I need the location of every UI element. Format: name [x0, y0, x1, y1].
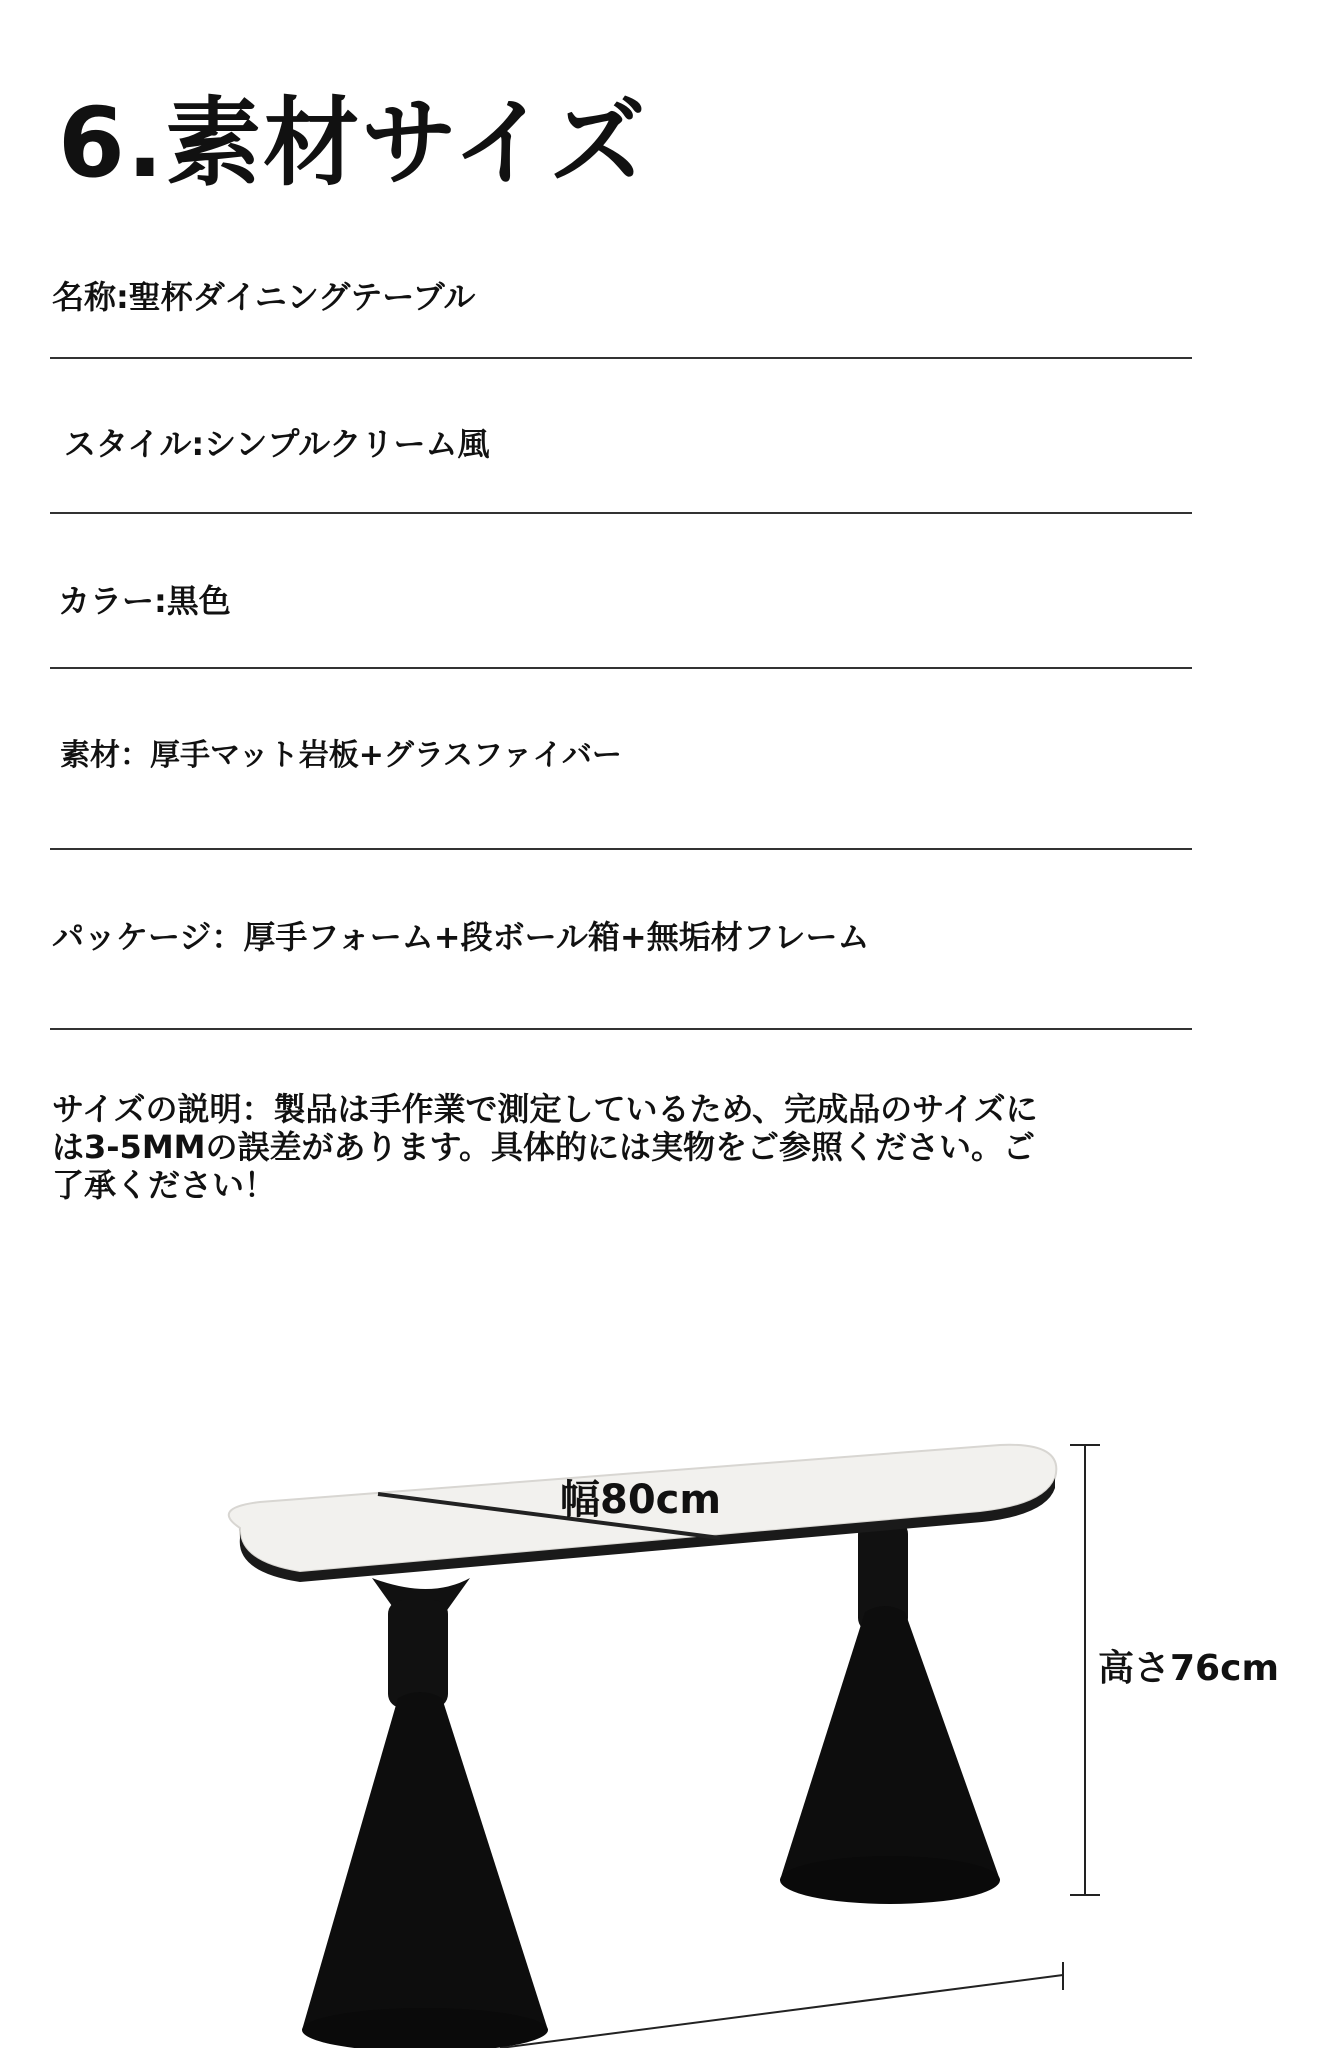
divider [50, 848, 1192, 850]
divider [50, 667, 1192, 669]
spec-material: 素材：厚手マット岩板+グラスファイバー [60, 738, 622, 773]
spec-package: パッケージ：厚手フォーム+段ボール箱+無垢材フレーム [52, 918, 870, 956]
divider [50, 1028, 1192, 1030]
length-dimension [500, 1962, 1063, 2048]
size-note-line: は3-5MMの誤差があります。具体的には実物をご参照ください。ご [52, 1128, 1035, 1166]
height-label: 高さ76cm [1098, 1648, 1279, 1689]
spec-color: カラー:黒色 [58, 582, 231, 620]
divider [50, 357, 1192, 359]
section-title: 6.素材サイズ [58, 87, 648, 199]
width-label: 幅80cm [560, 1477, 722, 1523]
height-dimension [1070, 1445, 1100, 1895]
left-pedestal [302, 1578, 548, 2048]
size-note [52, 1090, 1102, 1204]
spec-style: スタイル:シンプルクリーム風 [64, 425, 490, 463]
size-note-line: サイズの説明：製品は手作業で測定しているため、完成品のサイズに [52, 1090, 1038, 1128]
right-pedestal [780, 1520, 1000, 1904]
table-dimension-figure [0, 1380, 1322, 2048]
spec-name: 名称:聖杯ダイニングテーブル [52, 278, 476, 316]
divider [50, 512, 1192, 514]
size-note-line: 了承ください！ [52, 1166, 277, 1204]
